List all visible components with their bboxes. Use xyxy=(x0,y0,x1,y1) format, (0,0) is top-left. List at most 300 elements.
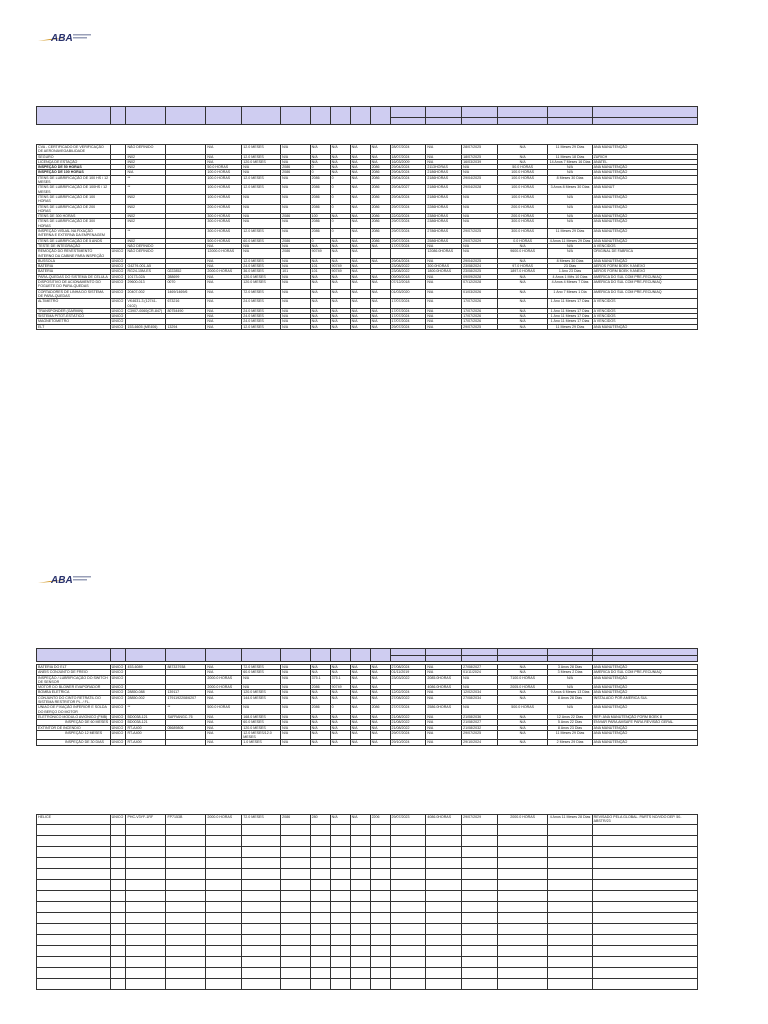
table-cell: 29/07/2025 xyxy=(462,730,498,740)
item-name-cell: ALTIMETRO xyxy=(37,299,111,309)
empty-cell xyxy=(548,835,592,846)
table-cell: N/A xyxy=(206,159,242,164)
table-cell xyxy=(166,730,206,740)
empty-cell xyxy=(37,879,111,890)
table-cell: 12.0 MESES xyxy=(242,324,281,329)
subheader-cell xyxy=(426,118,462,125)
table-cell: ANA MANUTENÇÃO xyxy=(592,685,697,690)
logo-text: ABA xyxy=(51,33,73,44)
empty-cell xyxy=(462,868,498,879)
table-cell: 17/07/2024 xyxy=(390,314,426,319)
table-cell: 17/07/2024 xyxy=(390,243,426,248)
table-cell: 2586HORAS xyxy=(426,238,462,243)
table-cell: N/A xyxy=(206,145,242,155)
table-cell: 22/02/2024 xyxy=(390,214,426,219)
empty-cell xyxy=(426,846,462,857)
table-cell: N/A xyxy=(206,690,242,695)
table-cell: 29/04/2025 xyxy=(462,175,498,185)
table-cell: N/A xyxy=(206,289,242,299)
table-cell: PHC-V3YF-1RF xyxy=(126,815,166,825)
subheader-cell xyxy=(462,118,498,125)
empty-cell xyxy=(310,967,330,978)
table-cell: 2086 xyxy=(370,238,390,243)
empty-cell xyxy=(126,890,166,901)
table-cell: N/A xyxy=(350,185,370,195)
empty-cell xyxy=(592,824,697,835)
table-cell: ÚNICO xyxy=(110,314,126,319)
table-cell: N/A xyxy=(548,685,592,690)
table-cell: 11 Meses 29 Dias xyxy=(548,229,592,239)
table-cell: 2206 xyxy=(370,815,390,825)
table-cell: 120.0 MESES xyxy=(242,274,281,279)
empty-cell xyxy=(462,857,498,868)
table-cell: N/A xyxy=(281,175,310,185)
table-cell: N/A xyxy=(350,324,370,329)
empty-cell xyxy=(350,857,370,868)
table-cell: 500.0 HORAS xyxy=(206,238,242,243)
table-cell: 12.0 MESES xyxy=(242,145,281,155)
subheader-cell xyxy=(426,656,462,662)
table-cell: AMERICA DO SUL COM PRE-FECUNIAQ xyxy=(592,280,697,290)
table-cell: 29/07/2025 xyxy=(462,229,498,239)
table-cell: 23/08/2022 xyxy=(390,264,426,269)
empty-cell xyxy=(370,835,390,846)
subheader-cell xyxy=(592,656,697,662)
table-cell: ÚNICO xyxy=(110,695,126,705)
table-cell: N/A xyxy=(462,705,498,715)
table-cell: N/A xyxy=(330,249,350,259)
empty-cell xyxy=(548,857,592,868)
table-cell: N/A xyxy=(426,274,462,279)
page1-data-table xyxy=(36,144,698,330)
empty-cell xyxy=(242,835,281,846)
table-cell: 100 xyxy=(310,214,330,219)
header-cell xyxy=(390,649,426,656)
table-cell: N/A xyxy=(350,145,370,155)
item-name-cell: ITENS DE LUBRIFICAÇÃO DE 300 HORAS xyxy=(37,219,111,229)
table-cell: 29/04/2028 xyxy=(462,185,498,195)
empty-cell xyxy=(548,824,592,835)
table-cell: 16/03/2009 xyxy=(390,159,426,164)
empty-cell xyxy=(370,890,390,901)
table-cell: N/A xyxy=(350,243,370,248)
item-name-cell: LICENÇA DE ESTAÇÃO xyxy=(37,159,111,164)
empty-cell xyxy=(548,934,592,945)
table-cell: N/A xyxy=(350,314,370,319)
table-cell: N/A xyxy=(426,720,462,725)
empty-cell xyxy=(592,956,697,967)
table-cell: 7100.0 HORAS xyxy=(497,675,548,685)
table-cell: N/A xyxy=(206,730,242,740)
table-cell: 2086 xyxy=(310,175,330,185)
empty-cell xyxy=(37,835,111,846)
table-cell: 29/07/2024 xyxy=(390,324,426,329)
table-cell: 90749 xyxy=(330,264,350,269)
header-cell xyxy=(592,649,697,656)
table-cell: N/A xyxy=(330,740,350,745)
table-cell: 12/02/2034 xyxy=(462,690,498,695)
empty-cell xyxy=(497,857,548,868)
empty-cell xyxy=(390,824,426,835)
table-row xyxy=(37,229,698,239)
table-cell: N/A xyxy=(242,219,281,229)
table-cell: 0 xyxy=(330,229,350,239)
table-cell: N/A xyxy=(497,730,548,740)
table-cell: 27/08/2027 xyxy=(462,665,498,670)
empty-cell xyxy=(110,956,126,967)
table-cell: N/A xyxy=(497,740,548,745)
table-cell: N/A xyxy=(242,165,281,170)
table-cell: N/A xyxy=(426,308,462,313)
empty-row xyxy=(37,967,698,978)
table-cell: N/A xyxy=(350,170,370,175)
table-cell: 05689806 xyxy=(166,725,206,730)
table-cell: 1 Ano 11 Meses 17 Dias xyxy=(548,319,592,324)
table-cell: N/A xyxy=(281,740,310,745)
empty-cell xyxy=(166,923,206,934)
empty-cell xyxy=(110,846,126,857)
item-name-cell: BATERIA xyxy=(37,269,111,274)
empty-cell xyxy=(37,857,111,868)
table-cell: N/A xyxy=(330,154,350,159)
subheader-cell xyxy=(462,656,498,662)
table-cell: 2186HORAS xyxy=(426,185,462,195)
empty-cell xyxy=(330,879,350,890)
table-row xyxy=(37,815,698,825)
empty-cell xyxy=(497,879,548,890)
table-cell: 29/04/2024 xyxy=(390,165,426,170)
table-cell: 29/04/2024 xyxy=(390,175,426,185)
table-cell: 23/08/2025 xyxy=(462,269,498,274)
table-cell: IN02 xyxy=(126,204,166,214)
table-cell: 12.0 MESES xyxy=(242,154,281,159)
table-cell: N/A xyxy=(310,299,330,309)
empty-cell xyxy=(310,912,330,923)
table-cell: N/A xyxy=(281,154,310,159)
empty-cell xyxy=(462,879,498,890)
empty-cell xyxy=(242,967,281,978)
header-cell xyxy=(462,649,498,656)
table-cell: ENVIAR PARA AMSAFE PARA REVISÃO GERAL xyxy=(592,720,697,725)
empty-cell xyxy=(497,945,548,956)
empty-cell xyxy=(497,956,548,967)
empty-cell xyxy=(310,824,330,835)
table-cell: 300.0 HORAS xyxy=(206,219,242,229)
table-cell: N/A xyxy=(497,299,548,309)
empty-cell xyxy=(462,890,498,901)
empty-cell xyxy=(592,857,697,868)
table-cell: AMERICA DO SUL COM PRE-FECUNIAQ xyxy=(592,670,697,675)
table-cell: 1800.0HORAS xyxy=(426,269,462,274)
empty-cell xyxy=(462,912,498,923)
logo-text-page2: ABA xyxy=(51,575,73,586)
empty-cell xyxy=(462,956,498,967)
table-cell: N/A xyxy=(350,154,370,159)
empty-cell xyxy=(426,824,462,835)
header-cell xyxy=(426,649,462,656)
empty-cell xyxy=(126,978,166,989)
table-cell: ANA MANUTENÇÃO xyxy=(592,324,697,329)
table-cell: N/A xyxy=(350,175,370,185)
table-cell: AEROS FORM BOEK 9 ANEXO xyxy=(592,269,697,274)
empty-cell xyxy=(126,868,166,879)
table-cell: 2000.0 HORAS xyxy=(206,685,242,690)
empty-cell xyxy=(350,934,370,945)
table-cell: 100.0 HORAS xyxy=(497,170,548,175)
empty-row xyxy=(37,857,698,868)
header-cell xyxy=(370,649,390,662)
table-cell: N/A xyxy=(370,243,390,248)
table-cell: N/A xyxy=(330,238,350,243)
table-cell: 90749 xyxy=(310,249,330,259)
empty-cell xyxy=(126,967,166,978)
table-cell: N/A xyxy=(310,725,330,730)
table-cell: 0222852 xyxy=(166,269,206,274)
table-cell: 23/08/2022 xyxy=(390,269,426,274)
table-cell: 0.0 HORAS xyxy=(497,238,548,243)
empty-row xyxy=(37,934,698,945)
table-row xyxy=(37,289,698,299)
table-cell: N/A xyxy=(350,238,370,243)
table-cell: N/A xyxy=(426,154,462,159)
table-cell: ÚNICO xyxy=(110,675,126,685)
table-cell: 300.0 HORAS xyxy=(206,214,242,219)
table-cell: N/A xyxy=(281,280,310,290)
page2-bottom-table xyxy=(36,814,698,990)
table-cell: N/A xyxy=(370,154,390,159)
table-cell: NÃO DEFINIDO xyxy=(126,249,166,259)
table-cell: ÚNICO xyxy=(110,324,126,329)
item-name-cell: ITENS DE LUBRIFICAÇÃO DE 5 ANOS xyxy=(37,238,111,243)
table-row xyxy=(37,705,698,715)
item-name-cell: BATERIA DO ELT xyxy=(37,665,111,670)
table-cell: 3 Anos 28 Dias xyxy=(548,665,592,670)
table-cell: AEROS FORM BOEK 9 ANEXO xyxy=(592,264,697,269)
table-cell: NÃO DEFINIDO xyxy=(126,243,166,248)
table-cell: 16/03/2039 xyxy=(462,159,498,164)
table-cell: ANA MANUTENÇÃO xyxy=(592,730,697,740)
table-cell: RT-A400 xyxy=(126,725,166,730)
empty-cell xyxy=(426,835,462,846)
table-cell: FP7153B xyxy=(166,815,206,825)
table-cell: REVISADO PELA GLOBAL. PARTS NO/VDO DEP. 50-ABSTR/23 xyxy=(592,815,697,825)
empty-cell xyxy=(370,978,390,989)
table-cell: AMERICA DO SUL COM PRE-FECUNIAQ xyxy=(592,274,697,279)
table-cell: 0 xyxy=(310,165,330,170)
table-row xyxy=(37,145,698,155)
table-cell: 12.0 MESES xyxy=(242,185,281,195)
table-cell: N/A xyxy=(281,219,310,229)
table-cell: N/A xyxy=(330,319,350,324)
header-cell xyxy=(110,649,126,662)
empty-cell xyxy=(330,934,350,945)
item-name-cell: ANEIS CONJUNTO DE FREIO xyxy=(37,670,111,675)
table-cell: 29/04/2024 xyxy=(390,258,426,263)
table-cell: ANA MANUTENÇÃO xyxy=(592,145,697,155)
table-cell: N/A xyxy=(462,685,498,690)
empty-cell xyxy=(497,835,548,846)
table-cell: 2086 xyxy=(281,249,310,259)
table-cell: 21/08/2027 xyxy=(462,720,498,725)
table-cell: ANA MANUTENÇÃO xyxy=(592,214,697,219)
table-cell: 36.0 MESES xyxy=(242,269,281,274)
empty-cell xyxy=(330,967,350,978)
table-cell: N/A xyxy=(426,690,462,695)
table-cell: 673216 xyxy=(166,299,206,309)
table-cell: N/A xyxy=(497,274,548,279)
empty-cell xyxy=(110,835,126,846)
table-cell: 17/07/2024 xyxy=(390,319,426,324)
table-cell: BD0038-121 xyxy=(126,720,166,725)
table-cell: 2113HORAS xyxy=(426,165,462,170)
empty-cell xyxy=(206,879,242,890)
table-cell: 2086 xyxy=(370,705,390,715)
table-cell: 2000.0 HORAS xyxy=(497,815,548,825)
table-cell: 11 Meses 29 Dias xyxy=(548,730,592,740)
table-row xyxy=(37,194,698,204)
table-cell: ÚNICO xyxy=(110,319,126,324)
table-cell: N/A xyxy=(281,185,310,195)
empty-cell xyxy=(548,879,592,890)
header-cell xyxy=(592,107,697,118)
empty-cell xyxy=(390,868,426,879)
empty-cell xyxy=(390,901,426,912)
empty-cell xyxy=(462,835,498,846)
empty-cell xyxy=(390,835,426,846)
table-cell: 09/09/2018 xyxy=(390,274,426,279)
table-cell: ** xyxy=(126,185,166,195)
table-cell: N/A xyxy=(370,289,390,299)
table-cell: N/A xyxy=(281,243,310,248)
table-cell: RT-A400 xyxy=(126,730,166,740)
table-cell xyxy=(166,194,206,204)
table-cell: 1897.0 HORAS xyxy=(497,269,548,274)
table-cell: 2286HORAS xyxy=(426,204,462,214)
table-cell: IN02 xyxy=(126,219,166,229)
empty-cell xyxy=(370,934,390,945)
table-cell: N/A xyxy=(281,314,310,319)
table-cell: 10173-02A xyxy=(126,274,166,279)
table-cell: 300.0 HORAS xyxy=(497,229,548,239)
table-cell: N/A xyxy=(370,725,390,730)
empty-cell xyxy=(330,923,350,934)
empty-cell xyxy=(497,967,548,978)
table-cell: 12.0 MESES/12.0 MESES xyxy=(242,730,281,740)
table-cell: 200.0 HORAS xyxy=(497,214,548,219)
table-cell: 24.0 MESES xyxy=(242,264,281,269)
table-cell: 2386HORAS xyxy=(426,219,462,229)
table-cell: 9600.0 HORAS xyxy=(497,249,548,259)
table-cell: 2186HORAS xyxy=(426,194,462,204)
table-cell: N/A xyxy=(426,145,462,155)
table-cell: ÚNICO xyxy=(110,280,126,290)
empty-cell xyxy=(497,868,548,879)
table-cell: N/A xyxy=(370,690,390,695)
table-cell: REF: ANA MANUTENÇÃO FORM BOEK 8 xyxy=(592,714,697,719)
empty-cell xyxy=(548,901,592,912)
empty-cell xyxy=(390,857,426,868)
item-name-cell: INSPEÇÃO 12 MESES xyxy=(37,730,111,740)
table-cell: 101 xyxy=(310,269,330,274)
table-cell: N/A xyxy=(330,725,350,730)
table-cell: N/A xyxy=(462,204,498,214)
table-cell: N/A xyxy=(330,214,350,219)
table-cell: N/A xyxy=(370,740,390,745)
table-cell xyxy=(110,229,126,239)
table-cell: ANA MANUTENÇÃO xyxy=(592,740,697,745)
empty-cell xyxy=(390,923,426,934)
table-cell: 2586.0HORAS xyxy=(426,705,462,715)
empty-cell xyxy=(242,879,281,890)
table-cell: 0 xyxy=(330,219,350,229)
table-row xyxy=(37,324,698,329)
table-cell: C3907-0060(CR-847) xyxy=(126,308,166,313)
empty-cell xyxy=(126,846,166,857)
header-cell xyxy=(37,107,111,125)
table-cell: ORIGINAL DE FABRICA xyxy=(592,249,697,259)
table-cell: N/A xyxy=(330,159,350,164)
empty-cell xyxy=(548,923,592,934)
table-cell: 9 Anos 6 Meses 13 Dias xyxy=(548,690,592,695)
table-cell: N/A xyxy=(330,714,350,719)
table-cell: N/A xyxy=(206,308,242,313)
empty-cell xyxy=(497,846,548,857)
empty-cell xyxy=(310,923,330,934)
table-cell: N/A xyxy=(310,720,330,725)
table-cell: 168.0 MESES xyxy=(242,714,281,719)
table-cell: N/A xyxy=(370,274,390,279)
table-cell: N/A xyxy=(310,145,330,155)
table-cell: 23/08/2024 xyxy=(462,264,498,269)
item-name-cell: INSPEÇÃO DE 50 HORAS xyxy=(37,165,111,170)
table-cell: N/A xyxy=(281,264,310,269)
empty-row xyxy=(37,835,698,846)
empty-cell xyxy=(310,890,330,901)
table-cell: N/A xyxy=(310,154,330,159)
table-cell: 5 Anos 22 Dias xyxy=(548,720,592,725)
item-name-cell: MAGNETOMETRO xyxy=(37,319,111,324)
header-cell xyxy=(126,107,166,125)
table-cell: 120.0 MESES xyxy=(242,725,281,730)
empty-cell xyxy=(330,901,350,912)
empty-cell xyxy=(350,978,370,989)
empty-cell xyxy=(206,857,242,868)
subheader-cell xyxy=(592,118,697,125)
table-cell: N/A xyxy=(330,258,350,263)
table-cell: 139117 xyxy=(166,690,206,695)
table-cell: 2086 xyxy=(370,170,390,175)
header-cell xyxy=(126,649,166,662)
table-cell: N/A xyxy=(206,695,242,705)
table-cell: N/A xyxy=(281,730,310,740)
table-cell: 29600-013 xyxy=(126,280,166,290)
table-cell: N/A xyxy=(497,714,548,719)
table-cell: 29/07/2023 xyxy=(390,815,426,825)
empty-cell xyxy=(166,945,206,956)
table-cell xyxy=(166,145,206,155)
table-cell: N/A xyxy=(350,229,370,239)
table-cell: ANA MANUTENÇÃO xyxy=(592,705,697,715)
table-cell: N/A xyxy=(426,725,462,730)
table-cell: 100.0 HORAS xyxy=(497,175,548,185)
table-cell: 4086.0HORAS xyxy=(426,815,462,825)
empty-cell xyxy=(37,967,111,978)
header-cell xyxy=(497,649,548,656)
subheader-cell xyxy=(497,118,548,125)
table-cell: 07/12/2018 xyxy=(390,280,426,290)
table-cell: N/A xyxy=(206,154,242,159)
table-cell: N/A xyxy=(330,665,350,670)
